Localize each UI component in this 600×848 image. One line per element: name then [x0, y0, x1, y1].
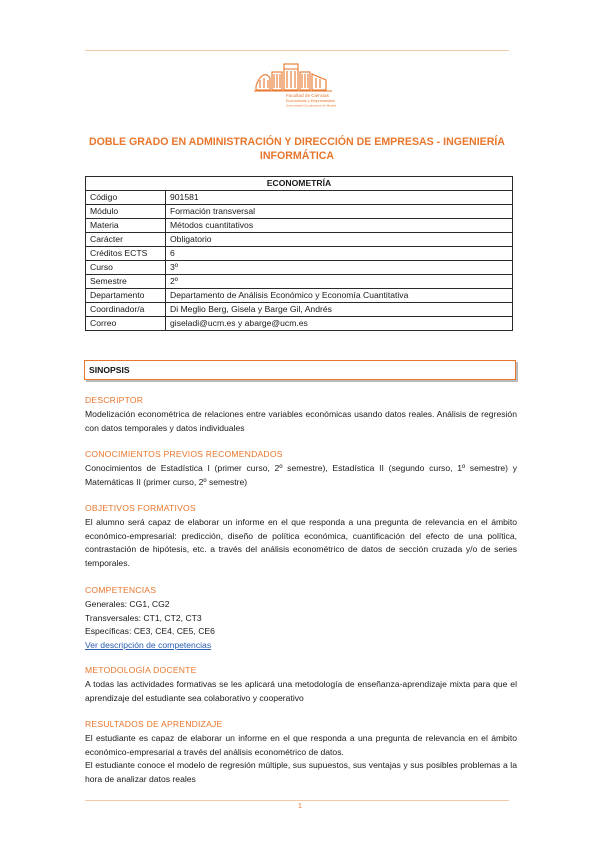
- table-row: [86, 275, 513, 289]
- field-value: Obligatorio: [166, 233, 513, 247]
- svg-text:Económicas y Empresariales: Económicas y Empresariales: [286, 99, 335, 103]
- transversal-competencies: Transversales: CT1, CT2, CT3: [85, 612, 202, 623]
- table-row: [86, 317, 513, 331]
- table-row: [86, 247, 513, 261]
- table-row: [86, 219, 513, 233]
- learning-outcomes-section: [85, 718, 517, 787]
- methodology-section: [85, 664, 517, 705]
- field-label: Correo: [86, 317, 166, 331]
- faculty-building-icon: [252, 60, 336, 108]
- svg-text:Universidad Complutense de Mad: Universidad Complutense de Madrid: [286, 103, 336, 108]
- field-value: 6: [166, 247, 513, 261]
- faculty-logo: [252, 60, 336, 108]
- table-row: [86, 289, 513, 303]
- learning-outcomes-heading: RESULTADOS DE APRENDIZAJE: [85, 719, 223, 729]
- page-number: 1: [298, 803, 302, 810]
- field-value: Departamento de Análisis Económico y Economía Cuantitativa: [166, 289, 513, 303]
- sinopsis-section-box: [84, 360, 516, 380]
- table-row: [86, 233, 513, 247]
- table-header-row: [86, 177, 513, 191]
- field-label: Coordinador/a: [86, 303, 166, 317]
- objectives-heading: OBJETIVOS FORMATIVOS: [85, 503, 196, 513]
- field-label: Departamento: [86, 289, 166, 303]
- field-label: Curso: [86, 261, 166, 275]
- learning-outcomes-text-2: El estudiante conoce el modelo de regresión múltiple, sus supuestos, sus ventajas y sus posibles problemas a la hora de analizar datos reales: [85, 760, 517, 785]
- field-label: Créditos ECTS: [86, 247, 166, 261]
- field-value: 2º: [166, 275, 513, 289]
- footer-rule: [85, 800, 509, 801]
- competencies-heading: COMPETENCIAS: [85, 585, 157, 595]
- competencies-section: [85, 584, 517, 653]
- competencies-description-link[interactable]: Ver descripción de competencias: [85, 640, 212, 651]
- field-value: 3º: [166, 261, 513, 275]
- field-label: Código: [86, 191, 166, 205]
- field-label: Carácter: [86, 233, 166, 247]
- field-value: giseladi@ucm.es y abarge@ucm.es: [166, 317, 513, 331]
- prior-knowledge-section: [85, 448, 517, 489]
- degree-title: DOBLE GRADO EN ADMINISTRACIÓN Y DIRECCIÓN DE EMPRESAS - INGENIERÍA INFORMÁTICA: [89, 136, 505, 162]
- field-value: Métodos cuantitativos: [166, 219, 513, 233]
- objectives-section: [85, 502, 517, 571]
- table-row: [86, 191, 513, 205]
- descriptor-text: Modelización econométrica de relaciones entre variables económicas usando datos reales. Análisis de regresión con datos temporales y datos individuales: [85, 408, 517, 433]
- table-row: [86, 261, 513, 275]
- table-row: [86, 205, 513, 219]
- prior-knowledge-text: Conocimientos de Estadística I (primer curso, 2º semestre), Estadística II (segundo curso, 1º semestre) y Matemáticas II (primer curso, 2º semestre): [85, 462, 517, 487]
- general-competencies: Generales: CG1, CG2: [85, 598, 170, 609]
- field-value: Formación transversal: [166, 205, 513, 219]
- course-name-heading: ECONOMETRÍA: [86, 177, 513, 191]
- objectives-text: El alumno será capaz de elaborar un informe en el que responda a una pregunta de relevancia en el ámbito económico-empresarial: predicción, diseño de política económica, cuantificación del efecto de una política, contrastación de hipótesis, etc. a través del análisis econométrico de datos de sección cruzada y/o de series temporales.: [85, 516, 517, 569]
- specific-competencies: Específicas: CE3, CE4, CE5, CE6: [85, 626, 215, 637]
- header-rule: [85, 50, 509, 51]
- methodology-heading: METODOLOGÍA DOCENTE: [85, 665, 197, 675]
- course-info-table: [85, 176, 513, 331]
- sinopsis-label: SINOPSIS: [89, 365, 130, 375]
- field-value: 901581: [166, 191, 513, 205]
- field-value: Di Meglio Berg, Gisela y Barge Gil, Andrés: [166, 303, 513, 317]
- field-label: Semestre: [86, 275, 166, 289]
- descriptor-heading: DESCRIPTOR: [85, 395, 144, 405]
- table-row: [86, 303, 513, 317]
- svg-text:Facultad de Ciencias: Facultad de Ciencias: [286, 93, 329, 98]
- field-label: Módulo: [86, 205, 166, 219]
- methodology-text: A todas las actividades formativas se les aplicará una metodología de enseñanza-aprendizaje mixta para que el aprendizaje del estudiante sea colaborativo y cooperativo: [85, 678, 517, 703]
- learning-outcomes-text-1: El estudiante es capaz de elaborar un informe en el que responda a una pregunta de relevancia en el ámbito económico-empresarial a través del análisis econométrico de datos.: [85, 732, 517, 757]
- descriptor-section: [85, 394, 517, 435]
- field-label: Materia: [86, 219, 166, 233]
- prior-knowledge-heading: CONOCIMIENTOS PREVIOS RECOMENDADOS: [85, 449, 283, 459]
